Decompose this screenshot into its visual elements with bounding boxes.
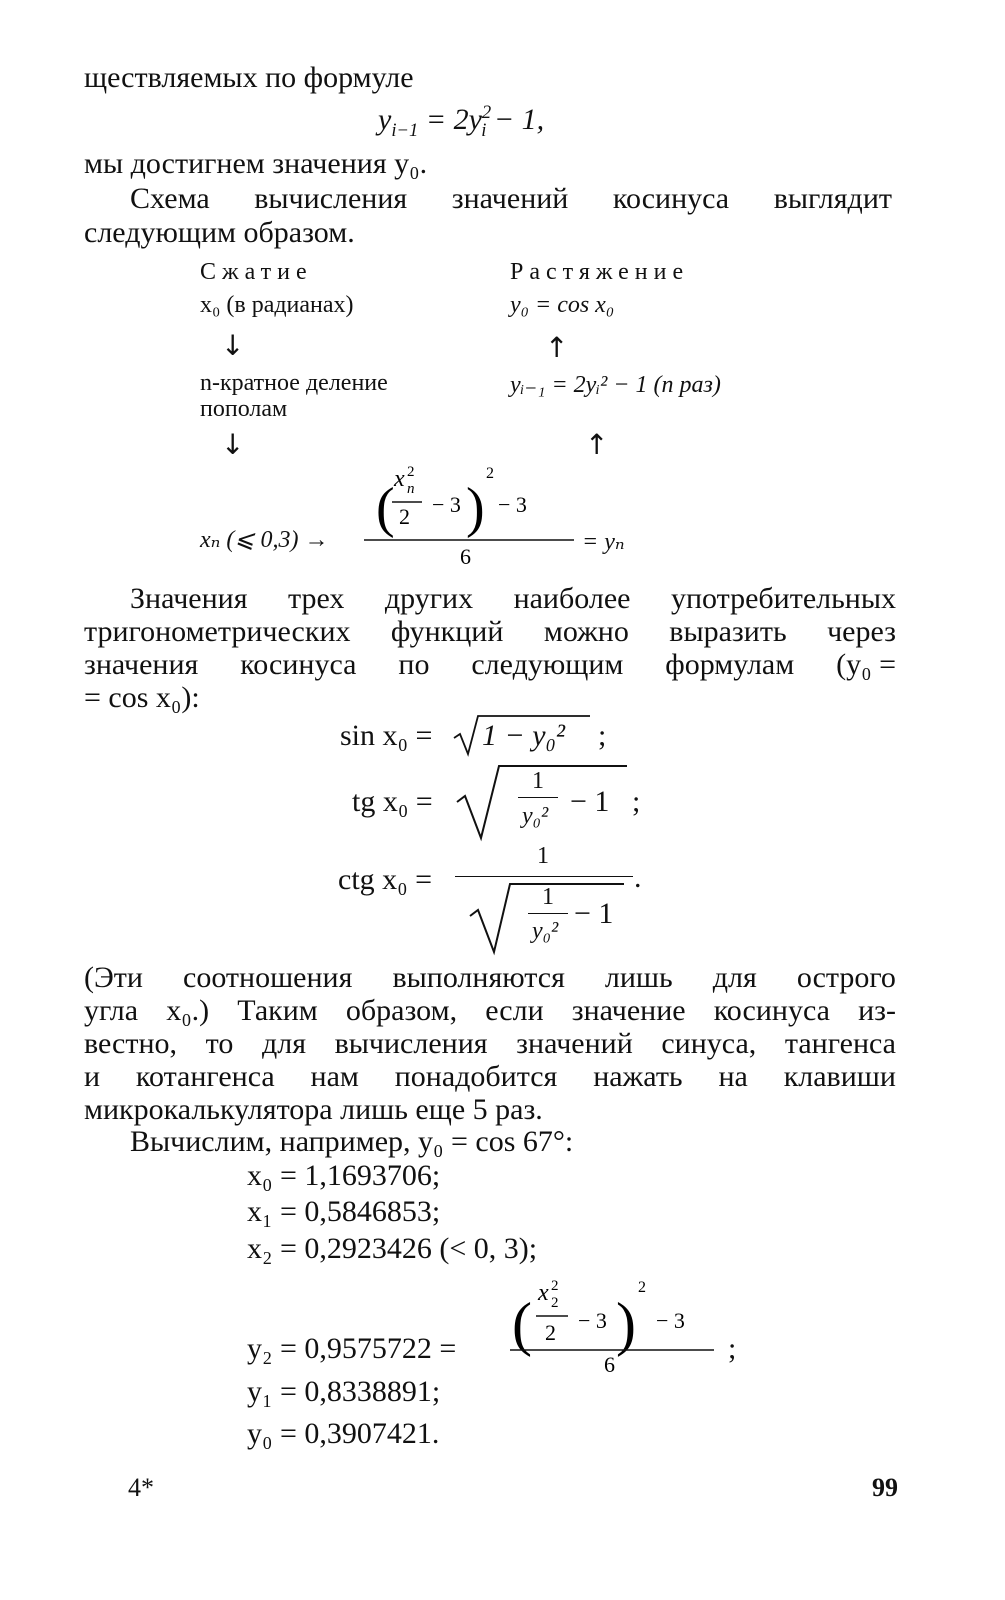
word: через (827, 615, 896, 648)
word: формулам (665, 648, 795, 681)
scheme-left-step-2a: n-кратное деление (200, 370, 388, 396)
word: клавиши (783, 1060, 896, 1093)
signature-mark: 4* (128, 1473, 154, 1502)
arrow-up-icon: ↑ (585, 428, 609, 461)
scheme-left-header: Сжатие (200, 259, 313, 285)
tg-end: ; (632, 785, 641, 818)
word: понадобится (394, 1060, 558, 1093)
ctg-inner-denominator: y₀² (532, 918, 559, 944)
svg-text:− 3: − 3 (498, 492, 527, 517)
word: угла (84, 994, 139, 1027)
word: выразить (669, 615, 787, 648)
scheme-right-header: Растяжение (510, 259, 690, 285)
word: косинуса (713, 994, 830, 1027)
paragraph-trig-line-2 (84, 616, 896, 648)
word: значений (451, 182, 569, 215)
svg-text:2: 2 (551, 1278, 559, 1294)
word: образом, (345, 994, 458, 1027)
tg-denominator: y₀² (522, 803, 549, 829)
text-line-1: ществляемых по формуле (84, 61, 414, 94)
paragraph-trig-line-4: = cos x₀): (84, 681, 200, 714)
paragraph-note-line-2 (84, 995, 896, 1027)
word: можно (543, 615, 629, 648)
paragraph-trig-line-1 (130, 583, 896, 615)
svg-text:2: 2 (551, 1295, 559, 1311)
text-line-3: мы достигнем значения y₀. (84, 147, 428, 180)
word: (y₀ = (836, 648, 896, 681)
word: по (398, 648, 430, 681)
svg-text:6: 6 (604, 1352, 615, 1377)
ctg-end: . (634, 861, 642, 894)
scheme-right-step-1: y₀ = cos x₀ (510, 292, 615, 318)
svg-text:2: 2 (486, 465, 494, 482)
word: других (384, 582, 474, 615)
word: значение (571, 994, 686, 1027)
word: то (205, 1027, 234, 1060)
example-y0: y₀ = 0,3907421. (247, 1417, 440, 1450)
paragraph-example-intro: Вычислим, например, y₀ = cos 67°: (130, 1125, 574, 1158)
ctg-minus-one: − 1 (574, 897, 614, 930)
svg-text:(: ( (376, 477, 395, 539)
svg-text:2: 2 (638, 1279, 646, 1296)
word: значений (516, 1027, 633, 1060)
arrow-up-icon: ↑ (545, 331, 569, 364)
paragraph-note-line-1 (84, 962, 896, 994)
word: для (261, 1027, 306, 1060)
word: на (718, 1060, 748, 1093)
scheme-fraction (360, 460, 580, 570)
word: и (84, 1060, 101, 1093)
ctg-inner-numerator: 1 (542, 884, 554, 910)
word: x₀.) (166, 994, 210, 1027)
word: вестно, (84, 1027, 178, 1060)
svg-text:2: 2 (399, 504, 410, 529)
word: следующим (471, 648, 624, 681)
word: Таким (237, 994, 318, 1027)
tg-minus-one: − 1 (570, 785, 610, 818)
svg-text:2: 2 (545, 1320, 556, 1345)
example-fraction (508, 1272, 720, 1378)
word: Схема (130, 182, 210, 215)
word: синуса, (661, 1027, 757, 1060)
example-x2: x₂ = 0,2923426 (< 0, 3); (247, 1232, 538, 1265)
sin-radicand: 1 − y₀² (482, 719, 565, 752)
word: лишь (604, 961, 673, 994)
word: вычисления (334, 1027, 488, 1060)
paragraph-scheme-intro-line-2: следующим образом. (84, 216, 355, 249)
tg-formula-lhs: tg x₀ = (352, 785, 433, 818)
arrow-down-icon: ↓ (221, 428, 245, 461)
svg-text:(: ( (512, 1291, 532, 1357)
sin-end: ; (598, 719, 607, 752)
scheme-bottom-left: xₙ (⩽ 0,3) → (200, 527, 329, 553)
word: соотношения (183, 961, 353, 994)
word: котангенса (135, 1060, 275, 1093)
word: косинуса (612, 182, 730, 215)
word: острого (796, 961, 896, 994)
paragraph-scheme-intro-line-1 (130, 183, 892, 215)
tg-fraction-bar (518, 797, 558, 798)
arrow-down-icon: ↓ (221, 329, 245, 362)
word: выглядит (773, 182, 892, 215)
ctg-formula-lhs: ctg x₀ = (338, 863, 433, 896)
word: выполняются (392, 961, 565, 994)
word: Значения (130, 582, 248, 615)
word: тангенса (784, 1027, 896, 1060)
word: наиболее (513, 582, 631, 615)
svg-text:− 3: − 3 (656, 1308, 685, 1333)
word: употребительных (670, 582, 896, 615)
paragraph-note-line-4 (84, 1061, 896, 1093)
word: значения (84, 648, 199, 681)
word: нам (310, 1060, 359, 1093)
ctg-numerator: 1 (537, 843, 549, 869)
svg-text:2: 2 (407, 464, 415, 480)
word: если (485, 994, 544, 1027)
example-y1: y₁ = 0,8338891; (247, 1375, 441, 1408)
ctg-fraction-bar (455, 876, 633, 877)
svg-text:− 3: − 3 (578, 1308, 607, 1333)
tg-numerator: 1 (532, 768, 544, 794)
scheme-bottom-right: = yₙ (582, 529, 625, 555)
scheme-left-step-2b: пополам (200, 396, 288, 422)
svg-text:x: x (394, 466, 405, 492)
recurrence-formula: $y_{i-1} = 2y^2_i - 1$, (378, 102, 545, 141)
svg-text:x: x (538, 1280, 549, 1306)
example-x0: x₀ = 1,1693706; (247, 1159, 441, 1192)
svg-text:): ) (616, 1291, 636, 1357)
paragraph-note-line-3 (84, 1028, 896, 1060)
word: нажать (593, 1060, 683, 1093)
paragraph-note-line-5: микрокалькулятора лишь еще 5 раз. (84, 1093, 543, 1126)
word: из- (858, 994, 896, 1027)
scheme-left-step-1: x₀ (в радианах) (200, 292, 354, 318)
word: вычисления (254, 182, 408, 215)
word: (Эти (84, 961, 143, 994)
word: функций (390, 615, 504, 648)
word: косинуса (240, 648, 357, 681)
page-number: 99 (872, 1473, 898, 1502)
paragraph-trig-line-3 (84, 649, 896, 681)
word: тригонометрических (84, 615, 351, 648)
svg-text:− 3: − 3 (432, 492, 461, 517)
svg-text:n: n (407, 481, 415, 497)
svg-text:): ) (466, 477, 485, 539)
word: трех (287, 582, 345, 615)
word: для (712, 961, 757, 994)
example-y2: y₂ = 0,9575722 = (247, 1332, 457, 1365)
example-y2-end: ; (728, 1332, 737, 1365)
ctg-inner-fraction-bar (528, 913, 568, 914)
svg-text:6: 6 (460, 544, 471, 569)
sin-formula-lhs: sin x₀ = (340, 719, 433, 752)
example-x1: x₁ = 0,5846853; (247, 1195, 441, 1228)
scheme-right-step-2: yᵢ₋₁ = 2yᵢ² − 1 (n раз) (510, 372, 721, 398)
